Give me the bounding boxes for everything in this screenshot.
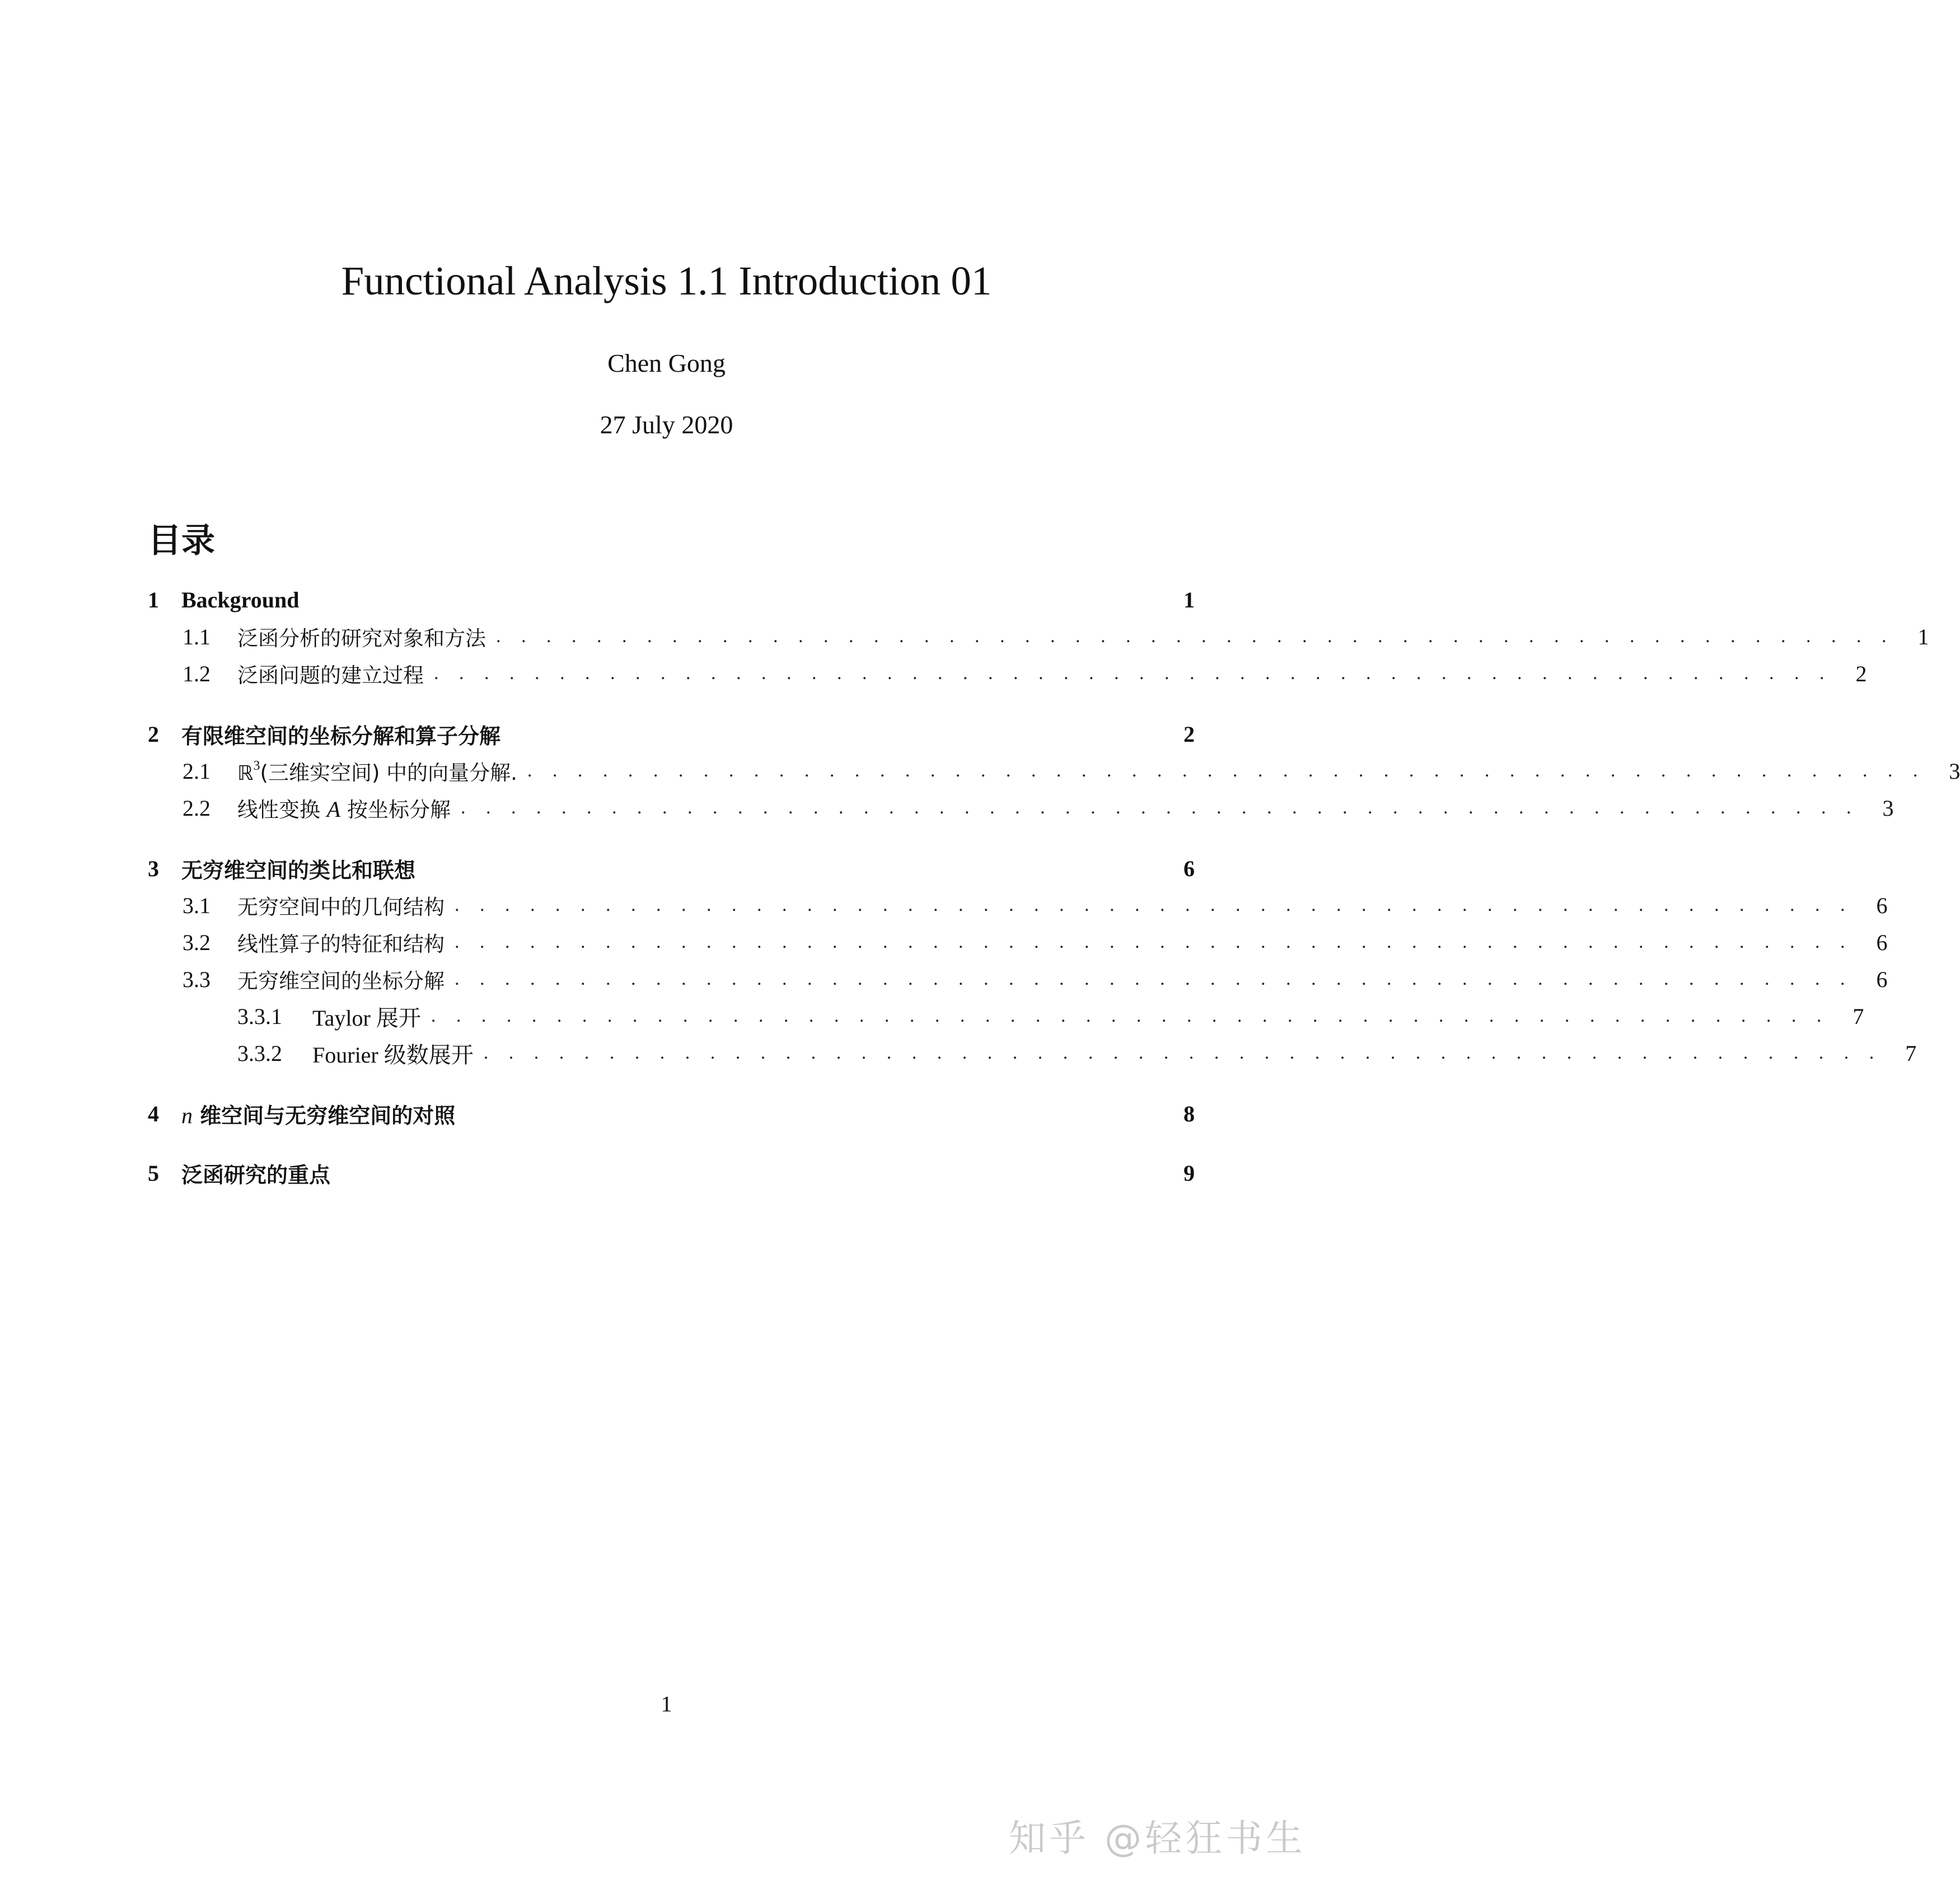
toc-leader-dots: . . . . . . . . . . . . . . . . . . . . . . . . . . . . . . . . . . . . . . . . . . . . . . . . . . . . . . . .	[460, 797, 1859, 818]
toc-leader-dots: . . . . . . . . . . . . . . . . . . . . . . . . . . . . . . . . . . . . . . . . . . . . . . . . . . . . . . . .	[527, 760, 1926, 781]
toc-page: 6	[1876, 929, 1888, 955]
toc-section-2[interactable]	[148, 715, 1195, 752]
math-variable: A	[326, 797, 341, 822]
toc-subsection-3-3[interactable]	[148, 961, 1888, 998]
table-of-contents	[148, 581, 1960, 1191]
toc-number: 2.1	[183, 758, 210, 784]
toc-number: 3.2	[183, 929, 210, 955]
toc-label	[237, 756, 517, 786]
toc-label	[237, 793, 451, 823]
toc-label: 无穷维空间的坐标分解	[237, 969, 445, 993]
toc-label-text: (三维实空间) 中的向量分解.	[260, 761, 517, 785]
toc-page: 3	[1949, 758, 1960, 784]
toc-subsection-2-1[interactable]	[148, 752, 1960, 789]
toc-number: 4	[148, 1101, 159, 1126]
toc-subsection-3-2[interactable]	[148, 924, 1888, 961]
document-title: Functional Analysis 1.1 Introduction 01	[341, 258, 992, 303]
toc-subsection-1-2[interactable]	[148, 655, 1867, 692]
toc-number: 2.2	[183, 795, 210, 821]
page-number: 1	[661, 1691, 672, 1716]
toc-number: 1	[148, 587, 159, 612]
toc-page: 3	[1882, 795, 1894, 821]
toc-subsection-3-1[interactable]	[148, 887, 1888, 924]
toc-page: 6	[1876, 892, 1888, 918]
toc-label: 无穷空间中的几何结构	[237, 895, 445, 919]
toc-page: 2	[1855, 661, 1867, 686]
document-date: 27 July 2020	[600, 410, 733, 439]
toc-heading: 目录	[148, 521, 215, 560]
toc-section-5[interactable]	[148, 1154, 1195, 1191]
toc-section-4[interactable]	[148, 1095, 1195, 1132]
toc-page: 2	[1184, 721, 1195, 747]
toc-label: Background	[181, 587, 300, 612]
toc-label	[181, 1098, 455, 1129]
toc-page: 8	[1184, 1101, 1195, 1126]
toc-page: 6	[1184, 855, 1195, 881]
toc-label-text: 维空间与无穷维空间的对照	[193, 1103, 456, 1128]
real-numbers-symbol: ℝ	[237, 762, 254, 785]
toc-number: 3	[148, 855, 159, 881]
toc-subsubsection-3-3-1[interactable]	[148, 998, 1864, 1035]
toc-leader-dots: . . . . . . . . . . . . . . . . . . . . . . . . . . . . . . . . . . . . . . . . . . . . . . . . . . . . . . . .	[483, 1042, 1882, 1063]
watermark: 知乎 @轻狂书生	[1009, 1817, 1306, 1860]
toc-number: 3.1	[183, 892, 210, 918]
toc-label: 线性算子的特征和结构	[237, 932, 445, 956]
toc-label: Fourier 级数展开	[312, 1042, 474, 1068]
document-author: Chen Gong	[607, 349, 726, 377]
toc-label-text: 线性变换	[237, 798, 327, 822]
toc-number: 1.1	[183, 624, 210, 649]
toc-section-1[interactable]	[148, 581, 1195, 618]
toc-page: 9	[1184, 1160, 1195, 1186]
toc-leader-dots: . . . . . . . . . . . . . . . . . . . . . . . . . . . . . . . . . . . . . . . . . . . . . . . . . . . . . . . .	[455, 969, 1853, 989]
toc-subsection-2-2[interactable]	[148, 789, 1894, 826]
toc-label: 泛函分析的研究对象和方法	[237, 626, 486, 651]
toc-number: 3.3.1	[237, 1003, 282, 1029]
toc-page: 7	[1905, 1040, 1917, 1066]
exponent: 3	[253, 759, 260, 773]
toc-page: 6	[1876, 966, 1888, 992]
toc-leader-dots: . . . . . . . . . . . . . . . . . . . . . . . . . . . . . . . . . . . . . . . . . . . . . . . . . . . . . . . .	[434, 663, 1832, 684]
toc-subsubsection-3-3-2[interactable]	[148, 1035, 1917, 1072]
toc-page: 1	[1184, 587, 1195, 612]
toc-leader-dots: . . . . . . . . . . . . . . . . . . . . . . . . . . . . . . . . . . . . . . . . . . . . . . . . . . . . . . . .	[455, 932, 1853, 952]
toc-number: 1.2	[183, 661, 210, 686]
toc-number: 5	[148, 1160, 159, 1186]
toc-number: 3.3	[183, 966, 210, 992]
toc-section-3[interactable]	[148, 850, 1195, 887]
toc-label: Taylor 展开	[312, 1005, 421, 1031]
toc-leader-dots: . . . . . . . . . . . . . . . . . . . . . . . . . . . . . . . . . . . . . . . . . . . . . . . . . . . . . . . .	[455, 895, 1853, 915]
toc-page: 7	[1853, 1003, 1864, 1029]
toc-label: 有限维空间的坐标分解和算子分解	[181, 723, 501, 749]
toc-leader-dots: . . . . . . . . . . . . . . . . . . . . . . . . . . . . . . . . . . . . . . . . . . . . . . . . . . . . . . . .	[431, 1005, 1830, 1026]
toc-page: 1	[1917, 624, 1929, 649]
toc-leader-dots: . . . . . . . . . . . . . . . . . . . . . . . . . . . . . . . . . . . . . . . . . . . . . . . . . . . . . . . .	[496, 626, 1894, 647]
math-variable: n	[181, 1102, 193, 1128]
toc-label: 泛函问题的建立过程	[237, 663, 424, 687]
toc-label-text: 按坐标分解	[340, 798, 451, 822]
toc-label: 泛函研究的重点	[181, 1162, 331, 1187]
toc-subsection-1-1[interactable]	[148, 618, 1929, 655]
toc-label: 无穷维空间的类比和联想	[181, 858, 416, 883]
toc-number: 3.3.2	[237, 1040, 282, 1066]
toc-number: 2	[148, 721, 159, 747]
